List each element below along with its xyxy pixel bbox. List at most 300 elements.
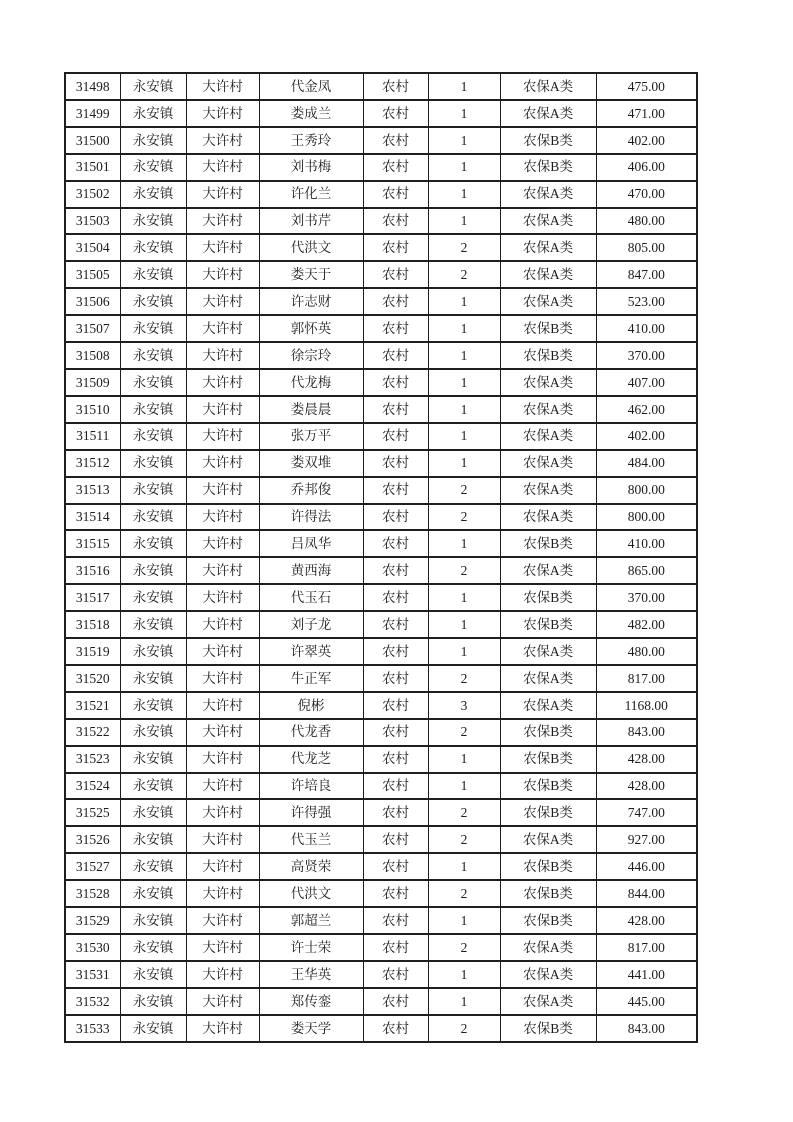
cell-village: 大许村 <box>186 73 259 100</box>
cell-amount: 480.00 <box>596 638 697 665</box>
cell-amount: 482.00 <box>596 611 697 638</box>
cell-residence: 农村 <box>363 154 428 181</box>
cell-amount: 407.00 <box>596 369 697 396</box>
cell-town: 永安镇 <box>120 692 186 719</box>
cell-category: 农保B类 <box>500 530 596 557</box>
cell-town: 永安镇 <box>120 396 186 423</box>
cell-town: 永安镇 <box>120 638 186 665</box>
cell-village: 大许村 <box>186 692 259 719</box>
cell-category: 农保A类 <box>500 665 596 692</box>
cell-village: 大许村 <box>186 907 259 934</box>
cell-name: 倪彬 <box>259 692 363 719</box>
cell-category: 农保A类 <box>500 450 596 477</box>
cell-amount: 844.00 <box>596 880 697 907</box>
cell-town: 永安镇 <box>120 288 186 315</box>
cell-residence: 农村 <box>363 799 428 826</box>
cell-category: 农保A类 <box>500 234 596 261</box>
cell-residence: 农村 <box>363 342 428 369</box>
cell-category: 农保B类 <box>500 342 596 369</box>
cell-residence: 农村 <box>363 127 428 154</box>
table-row <box>65 611 697 638</box>
cell-town: 永安镇 <box>120 342 186 369</box>
cell-amount: 370.00 <box>596 342 697 369</box>
cell-category: 农保A类 <box>500 988 596 1015</box>
cell-seq: 31519 <box>65 638 120 665</box>
table-row <box>65 530 697 557</box>
table-row <box>65 826 697 853</box>
cell-count: 2 <box>428 1015 500 1042</box>
cell-amount: 410.00 <box>596 315 697 342</box>
cell-town: 永安镇 <box>120 746 186 773</box>
cell-count: 2 <box>428 557 500 584</box>
cell-name: 王华英 <box>259 961 363 988</box>
cell-count: 1 <box>428 154 500 181</box>
cell-amount: 1168.00 <box>596 692 697 719</box>
cell-village: 大许村 <box>186 181 259 208</box>
cell-name: 乔邦俊 <box>259 477 363 504</box>
table-row <box>65 73 697 100</box>
cell-town: 永安镇 <box>120 719 186 746</box>
cell-seq: 31514 <box>65 504 120 531</box>
cell-name: 徐宗玲 <box>259 342 363 369</box>
cell-name: 许得法 <box>259 504 363 531</box>
cell-residence: 农村 <box>363 73 428 100</box>
cell-town: 永安镇 <box>120 961 186 988</box>
cell-category: 农保A类 <box>500 288 596 315</box>
cell-residence: 农村 <box>363 880 428 907</box>
cell-amount: 370.00 <box>596 584 697 611</box>
cell-name: 娄双堆 <box>259 450 363 477</box>
cell-amount: 410.00 <box>596 530 697 557</box>
cell-residence: 农村 <box>363 396 428 423</box>
cell-amount: 446.00 <box>596 853 697 880</box>
cell-category: 农保B类 <box>500 907 596 934</box>
cell-amount: 471.00 <box>596 100 697 127</box>
cell-village: 大许村 <box>186 154 259 181</box>
cell-town: 永安镇 <box>120 880 186 907</box>
cell-count: 1 <box>428 127 500 154</box>
cell-town: 永安镇 <box>120 907 186 934</box>
cell-name: 吕凤华 <box>259 530 363 557</box>
cell-seq: 31510 <box>65 396 120 423</box>
cell-category: 农保A类 <box>500 557 596 584</box>
cell-category: 农保B类 <box>500 584 596 611</box>
cell-village: 大许村 <box>186 342 259 369</box>
cell-town: 永安镇 <box>120 261 186 288</box>
cell-amount: 847.00 <box>596 261 697 288</box>
cell-village: 大许村 <box>186 369 259 396</box>
cell-residence: 农村 <box>363 773 428 800</box>
cell-seq: 31498 <box>65 73 120 100</box>
cell-count: 2 <box>428 261 500 288</box>
cell-count: 2 <box>428 826 500 853</box>
cell-town: 永安镇 <box>120 73 186 100</box>
table-row <box>65 288 697 315</box>
table-row <box>65 799 697 826</box>
cell-seq: 31532 <box>65 988 120 1015</box>
table-row <box>65 181 697 208</box>
table-row <box>65 477 697 504</box>
cell-category: 农保B类 <box>500 154 596 181</box>
cell-village: 大许村 <box>186 934 259 961</box>
cell-count: 1 <box>428 773 500 800</box>
table-row <box>65 880 697 907</box>
cell-name: 娄成兰 <box>259 100 363 127</box>
cell-town: 永安镇 <box>120 100 186 127</box>
cell-village: 大许村 <box>186 880 259 907</box>
table-row <box>65 934 697 961</box>
cell-seq: 31531 <box>65 961 120 988</box>
cell-count: 1 <box>428 530 500 557</box>
cell-residence: 农村 <box>363 530 428 557</box>
cell-seq: 31526 <box>65 826 120 853</box>
cell-seq: 31505 <box>65 261 120 288</box>
cell-town: 永安镇 <box>120 934 186 961</box>
cell-count: 1 <box>428 181 500 208</box>
cell-amount: 843.00 <box>596 1015 697 1042</box>
cell-town: 永安镇 <box>120 369 186 396</box>
cell-amount: 523.00 <box>596 288 697 315</box>
cell-amount: 445.00 <box>596 988 697 1015</box>
cell-village: 大许村 <box>186 826 259 853</box>
cell-count: 2 <box>428 934 500 961</box>
cell-seq: 31525 <box>65 799 120 826</box>
cell-amount: 428.00 <box>596 907 697 934</box>
cell-count: 1 <box>428 853 500 880</box>
cell-amount: 805.00 <box>596 234 697 261</box>
table-row <box>65 315 697 342</box>
cell-count: 1 <box>428 100 500 127</box>
cell-amount: 470.00 <box>596 181 697 208</box>
cell-amount: 462.00 <box>596 396 697 423</box>
cell-residence: 农村 <box>363 907 428 934</box>
cell-amount: 800.00 <box>596 504 697 531</box>
table-row <box>65 638 697 665</box>
table-row <box>65 853 697 880</box>
cell-amount: 484.00 <box>596 450 697 477</box>
cell-village: 大许村 <box>186 477 259 504</box>
cell-residence: 农村 <box>363 234 428 261</box>
cell-residence: 农村 <box>363 423 428 450</box>
cell-village: 大许村 <box>186 638 259 665</box>
cell-residence: 农村 <box>363 315 428 342</box>
cell-seq: 31520 <box>65 665 120 692</box>
cell-village: 大许村 <box>186 719 259 746</box>
cell-seq: 31523 <box>65 746 120 773</box>
cell-name: 王秀玲 <box>259 127 363 154</box>
cell-name: 许得强 <box>259 799 363 826</box>
cell-category: 农保A类 <box>500 961 596 988</box>
cell-name: 张万平 <box>259 423 363 450</box>
cell-village: 大许村 <box>186 315 259 342</box>
table-row <box>65 961 697 988</box>
cell-seq: 31509 <box>65 369 120 396</box>
cell-seq: 31502 <box>65 181 120 208</box>
cell-town: 永安镇 <box>120 611 186 638</box>
cell-seq: 31518 <box>65 611 120 638</box>
cell-count: 1 <box>428 73 500 100</box>
cell-category: 农保A类 <box>500 826 596 853</box>
cell-village: 大许村 <box>186 961 259 988</box>
cell-residence: 农村 <box>363 369 428 396</box>
cell-name: 郭超兰 <box>259 907 363 934</box>
cell-count: 2 <box>428 234 500 261</box>
cell-town: 永安镇 <box>120 315 186 342</box>
cell-name: 许士荣 <box>259 934 363 961</box>
table-row <box>65 100 697 127</box>
cell-town: 永安镇 <box>120 504 186 531</box>
cell-category: 农保B类 <box>500 127 596 154</box>
cell-seq: 31521 <box>65 692 120 719</box>
cell-name: 代龙芝 <box>259 746 363 773</box>
cell-residence: 农村 <box>363 692 428 719</box>
cell-amount: 927.00 <box>596 826 697 853</box>
cell-seq: 31507 <box>65 315 120 342</box>
cell-seq: 31527 <box>65 853 120 880</box>
cell-town: 永安镇 <box>120 665 186 692</box>
cell-village: 大许村 <box>186 261 259 288</box>
cell-count: 2 <box>428 880 500 907</box>
cell-count: 1 <box>428 396 500 423</box>
cell-count: 1 <box>428 342 500 369</box>
cell-name: 代玉兰 <box>259 826 363 853</box>
table-row <box>65 988 697 1015</box>
cell-town: 永安镇 <box>120 208 186 235</box>
cell-seq: 31528 <box>65 880 120 907</box>
cell-village: 大许村 <box>186 504 259 531</box>
cell-category: 农保B类 <box>500 719 596 746</box>
cell-name: 娄晨晨 <box>259 396 363 423</box>
table-row <box>65 557 697 584</box>
cell-category: 农保B类 <box>500 853 596 880</box>
cell-residence: 农村 <box>363 450 428 477</box>
cell-residence: 农村 <box>363 665 428 692</box>
pension-roster-table <box>64 72 698 1043</box>
cell-residence: 农村 <box>363 746 428 773</box>
cell-name: 娄天学 <box>259 1015 363 1042</box>
cell-count: 1 <box>428 315 500 342</box>
cell-name: 代洪文 <box>259 234 363 261</box>
cell-town: 永安镇 <box>120 799 186 826</box>
cell-amount: 428.00 <box>596 746 697 773</box>
table-row <box>65 369 697 396</box>
cell-name: 刘书芹 <box>259 208 363 235</box>
cell-town: 永安镇 <box>120 853 186 880</box>
cell-village: 大许村 <box>186 773 259 800</box>
cell-town: 永安镇 <box>120 773 186 800</box>
cell-town: 永安镇 <box>120 1015 186 1042</box>
table-row <box>65 450 697 477</box>
table-row <box>65 342 697 369</box>
cell-seq: 31513 <box>65 477 120 504</box>
cell-amount: 843.00 <box>596 719 697 746</box>
cell-residence: 农村 <box>363 638 428 665</box>
cell-category: 农保A类 <box>500 638 596 665</box>
cell-name: 代金凤 <box>259 73 363 100</box>
table-row <box>65 1015 697 1042</box>
cell-residence: 农村 <box>363 988 428 1015</box>
table-row <box>65 234 697 261</box>
cell-seq: 31504 <box>65 234 120 261</box>
cell-count: 1 <box>428 907 500 934</box>
cell-town: 永安镇 <box>120 127 186 154</box>
cell-residence: 农村 <box>363 719 428 746</box>
table-row <box>65 127 697 154</box>
cell-name: 娄天于 <box>259 261 363 288</box>
table-row <box>65 208 697 235</box>
cell-town: 永安镇 <box>120 826 186 853</box>
cell-count: 2 <box>428 799 500 826</box>
cell-category: 农保A类 <box>500 934 596 961</box>
cell-count: 1 <box>428 288 500 315</box>
cell-category: 农保B类 <box>500 315 596 342</box>
cell-name: 郑传銮 <box>259 988 363 1015</box>
cell-category: 农保A类 <box>500 692 596 719</box>
cell-village: 大许村 <box>186 288 259 315</box>
table-row <box>65 584 697 611</box>
cell-town: 永安镇 <box>120 557 186 584</box>
cell-village: 大许村 <box>186 584 259 611</box>
cell-category: 农保B类 <box>500 773 596 800</box>
cell-residence: 农村 <box>363 826 428 853</box>
cell-count: 1 <box>428 746 500 773</box>
cell-name: 牛正军 <box>259 665 363 692</box>
cell-residence: 农村 <box>363 611 428 638</box>
cell-village: 大许村 <box>186 208 259 235</box>
cell-name: 代玉石 <box>259 584 363 611</box>
cell-category: 农保A类 <box>500 100 596 127</box>
cell-amount: 402.00 <box>596 423 697 450</box>
table-row <box>65 154 697 181</box>
cell-residence: 农村 <box>363 584 428 611</box>
cell-seq: 31500 <box>65 127 120 154</box>
cell-count: 1 <box>428 988 500 1015</box>
cell-count: 1 <box>428 611 500 638</box>
cell-seq: 31529 <box>65 907 120 934</box>
cell-seq: 31506 <box>65 288 120 315</box>
cell-residence: 农村 <box>363 208 428 235</box>
cell-town: 永安镇 <box>120 154 186 181</box>
cell-name: 郭怀英 <box>259 315 363 342</box>
cell-village: 大许村 <box>186 665 259 692</box>
cell-seq: 31522 <box>65 719 120 746</box>
cell-village: 大许村 <box>186 611 259 638</box>
cell-count: 2 <box>428 477 500 504</box>
cell-seq: 31512 <box>65 450 120 477</box>
cell-category: 农保A类 <box>500 73 596 100</box>
cell-residence: 农村 <box>363 853 428 880</box>
cell-amount: 817.00 <box>596 665 697 692</box>
cell-seq: 31508 <box>65 342 120 369</box>
cell-count: 3 <box>428 692 500 719</box>
cell-seq: 31503 <box>65 208 120 235</box>
cell-name: 黄西海 <box>259 557 363 584</box>
cell-seq: 31501 <box>65 154 120 181</box>
cell-category: 农保A类 <box>500 477 596 504</box>
cell-town: 永安镇 <box>120 477 186 504</box>
table-row <box>65 773 697 800</box>
cell-count: 1 <box>428 638 500 665</box>
cell-category: 农保B类 <box>500 746 596 773</box>
cell-count: 1 <box>428 584 500 611</box>
cell-amount: 747.00 <box>596 799 697 826</box>
cell-category: 农保B类 <box>500 1015 596 1042</box>
table-row <box>65 396 697 423</box>
cell-count: 1 <box>428 961 500 988</box>
cell-amount: 817.00 <box>596 934 697 961</box>
cell-name: 刘书梅 <box>259 154 363 181</box>
cell-name: 许志财 <box>259 288 363 315</box>
cell-seq: 31530 <box>65 934 120 961</box>
cell-amount: 402.00 <box>596 127 697 154</box>
cell-town: 永安镇 <box>120 450 186 477</box>
cell-count: 2 <box>428 504 500 531</box>
cell-residence: 农村 <box>363 504 428 531</box>
cell-category: 农保A类 <box>500 208 596 235</box>
cell-village: 大许村 <box>186 1015 259 1042</box>
table-row <box>65 746 697 773</box>
cell-count: 2 <box>428 719 500 746</box>
cell-category: 农保A类 <box>500 423 596 450</box>
cell-name: 代龙香 <box>259 719 363 746</box>
cell-village: 大许村 <box>186 853 259 880</box>
cell-category: 农保B类 <box>500 880 596 907</box>
cell-seq: 31515 <box>65 530 120 557</box>
cell-village: 大许村 <box>186 127 259 154</box>
cell-village: 大许村 <box>186 530 259 557</box>
cell-residence: 农村 <box>363 961 428 988</box>
cell-seq: 31517 <box>65 584 120 611</box>
table-row <box>65 719 697 746</box>
cell-town: 永安镇 <box>120 181 186 208</box>
table-row <box>65 504 697 531</box>
cell-village: 大许村 <box>186 746 259 773</box>
cell-seq: 31533 <box>65 1015 120 1042</box>
cell-amount: 406.00 <box>596 154 697 181</box>
cell-category: 农保B类 <box>500 799 596 826</box>
table-row <box>65 907 697 934</box>
cell-amount: 428.00 <box>596 773 697 800</box>
cell-category: 农保A类 <box>500 396 596 423</box>
cell-seq: 31516 <box>65 557 120 584</box>
cell-residence: 农村 <box>363 557 428 584</box>
cell-count: 1 <box>428 208 500 235</box>
cell-residence: 农村 <box>363 261 428 288</box>
cell-residence: 农村 <box>363 477 428 504</box>
cell-town: 永安镇 <box>120 530 186 557</box>
cell-amount: 480.00 <box>596 208 697 235</box>
cell-village: 大许村 <box>186 450 259 477</box>
cell-name: 许翠英 <box>259 638 363 665</box>
cell-category: 农保A类 <box>500 369 596 396</box>
cell-name: 代洪文 <box>259 880 363 907</box>
cell-amount: 800.00 <box>596 477 697 504</box>
cell-residence: 农村 <box>363 288 428 315</box>
cell-town: 永安镇 <box>120 423 186 450</box>
cell-residence: 农村 <box>363 100 428 127</box>
cell-seq: 31524 <box>65 773 120 800</box>
table-row <box>65 692 697 719</box>
cell-name: 许培良 <box>259 773 363 800</box>
cell-village: 大许村 <box>186 100 259 127</box>
cell-count: 1 <box>428 423 500 450</box>
cell-name: 刘子龙 <box>259 611 363 638</box>
cell-amount: 475.00 <box>596 73 697 100</box>
cell-count: 1 <box>428 450 500 477</box>
cell-category: 农保A类 <box>500 504 596 531</box>
cell-amount: 441.00 <box>596 961 697 988</box>
cell-category: 农保A类 <box>500 261 596 288</box>
